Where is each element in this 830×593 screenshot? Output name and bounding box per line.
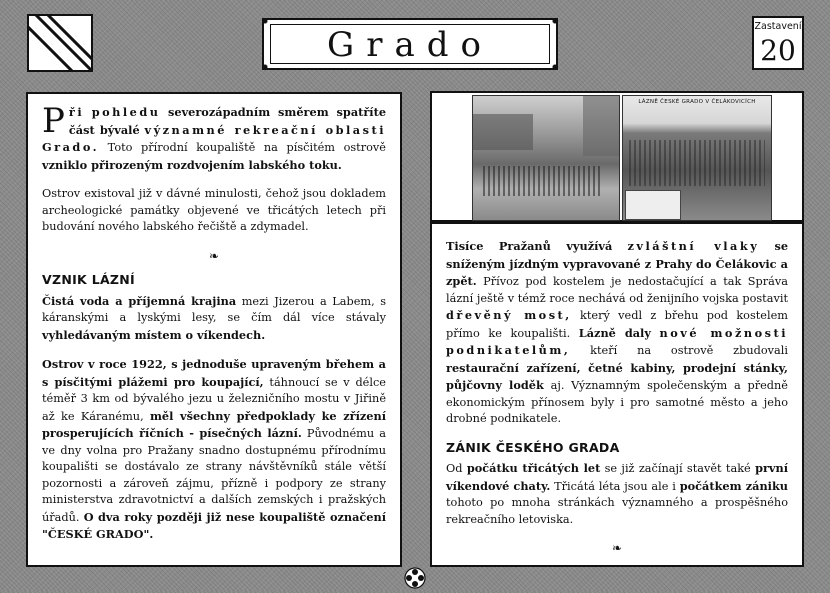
left-text-panel [26,92,402,567]
intro-word-2: pohledu [91,105,161,119]
rp1-bold-4: restaurační zařízení, četné kabiny, prodejní stánky, půjčovny loděk [446,360,788,392]
dropcap: P [42,101,65,141]
intro-text: Toto přírodní koupaliště na písčitém ostrově [107,141,386,154]
paragraph-3 [42,293,386,345]
intro-word-1: ři [68,105,85,119]
intro-paragraph [42,101,387,174]
historic-photo-bathing [622,95,772,221]
p4-bold-1: Ostrov v roce 1922, s jednoduše upraveným břehem a s písčitými plážemi pro koupající, [42,357,386,389]
rp2-bold-1: počátku třicátých let [466,461,601,475]
ornament-icon: ❧ [208,248,220,263]
photo-frame [430,91,804,222]
intro-bold-1: severozápadním směrem spatříte část bývalé [68,105,387,137]
heading-vznik-lazni: VZNIK LÁZNÍ [42,272,136,287]
stop-number-box [752,16,804,70]
paragraph-4 [42,356,386,544]
intro-spaced: významné rekreační oblasti Grado. [42,122,386,154]
rp2-text-4: tohoto po mnoha stránkách významného a prospěšného rekreačního letoviska. [446,496,788,526]
rp2-text-2: se již začínají stavět také [600,462,756,475]
rp1-text-1: Přívoz pod kostelem je nedostačující a tak Správa lázní ještě v témž roce nechává od ženijního vojska postavit [446,275,788,305]
diagonal-stripes-logo-icon [29,16,91,70]
p4-text-2: Původnému a ve dny volna pro Pražany snadno dostupnému přírodnímu koupališti se dostávalo ze strany návštěvníků stále větší pozornosti a zároveň zájmu, přízně i podpory ze strany ministerstva zdravotnictví a dalších zemských i pražských úřadů. [42,427,386,524]
right-paragraph-2 [446,460,788,528]
flower-ornament-icon [404,567,426,589]
rp1-text-3: kteří na ostrově zbudovali [570,344,788,357]
historic-photo-street [472,95,620,221]
rp1-text-4: aj. Významným společenským a předně ekonomickým přínosem byly i pro samotné město a jeho drobné podnikatele. [446,379,788,425]
rp1-spaced-2: dřevěný most, [446,308,572,322]
rp1-spaced-3: nové možnosti podnikatelům, [446,325,788,357]
photo-caption: LÁZNĚ ČESKÉ GRADO V ČELÁKOVICÍCH [638,99,756,105]
paragraph-2: Ostrov existoval již v dávné minulosti, čehož jsou dokladem archeologické památky objevené ve třicátých letech při budování nového labského řečiště a zdymadel. [42,187,386,233]
right-paragraph-1 [446,238,788,428]
heading-zanik: ZÁNIK ČESKÉHO GRADA [446,439,620,455]
rp2-bold-3: počátkem zániku [679,478,788,493]
rp2-bold-2: první víkendové chaty. [446,461,788,493]
ornament-icon: ❧ [611,541,623,555]
logo [27,14,93,72]
p3-bold-1: Čistá voda a příjemná krajina [42,293,237,308]
rp2-text-1: Od [446,462,467,475]
p3-text-1: mezi Jizerou a Labem, s káranskými a lyskými lesy, se čím dál více stávaly [42,294,386,324]
stop-label: Zastavení [754,21,802,32]
p4-bold-2: měl všechny předpoklady ke zřízení prosperujících říčních - písečných lázní. [42,408,386,440]
rp1-bold-1: Tisíce Pražanů využívá [446,239,613,253]
rp2-text-3: Třicátá léta jsou ale i [550,479,680,493]
p3-bold-2: vyhledávaným místem o víkendech. [42,327,266,342]
rp1-bold-2: se sníženým jízdným vypravované z Prahy do Čelákovic a zpět. [446,239,789,288]
rp1-spaced-1: zvláštní vlaky [627,239,760,253]
page-title: Grado [327,25,493,65]
rp1-bold-3: Lázně daly [578,325,651,340]
p4-text-1: táhnoucí se v délce téměř 3 km od bývalého jezu u železničního mostu v Jiřině až ke Káranému, [42,375,386,423]
rp1-text-2: který vedl z břehu pod kostelem přímo ke koupališti. [446,309,788,340]
intro-bold-2: vzniklo přirozeným rozdvojením labského toku. [42,157,342,172]
p4-bold-3: O dva roky později již nese koupaliště označení "ČESKÉ GRADO". [42,509,386,541]
title-plate [262,18,558,70]
stop-number: 20 [760,34,796,67]
right-text-panel [430,222,804,567]
